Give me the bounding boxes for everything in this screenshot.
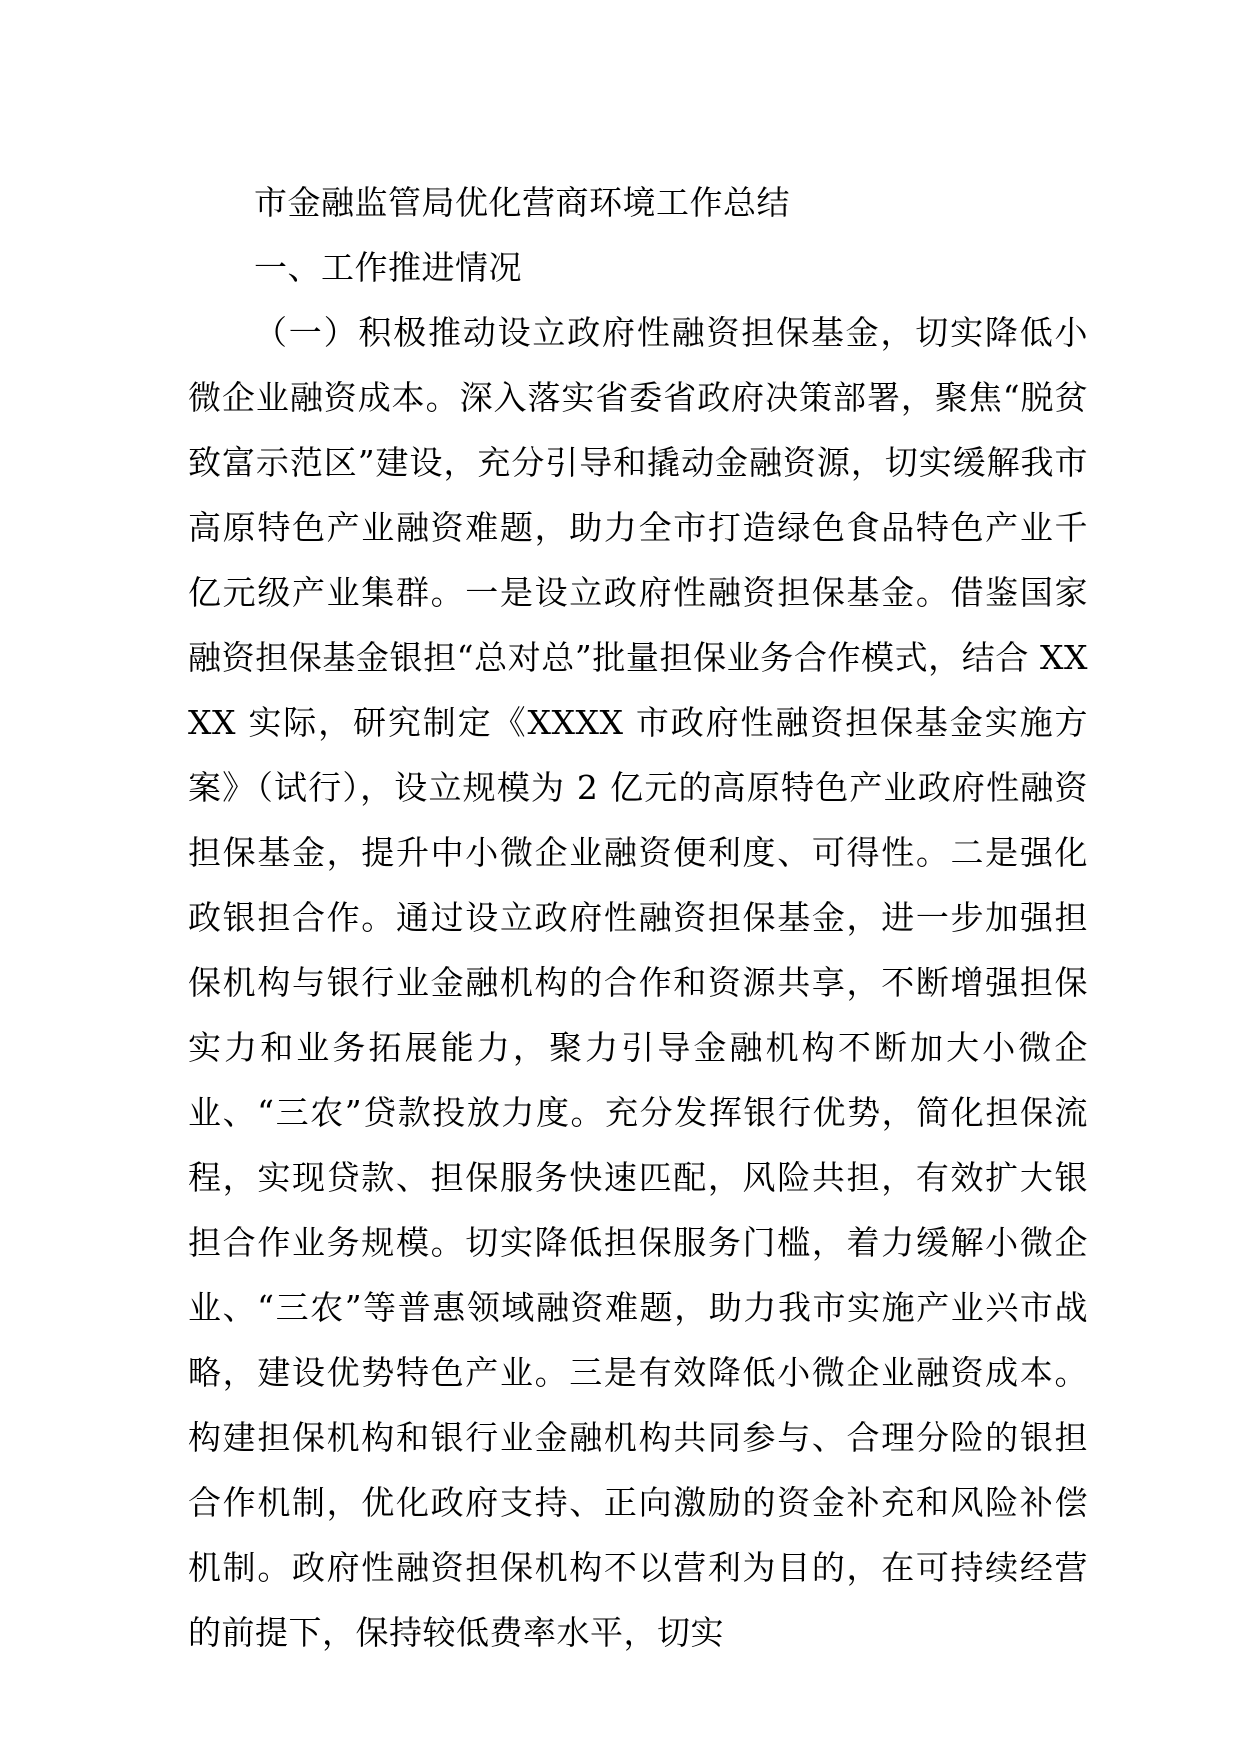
document-title: 市金融监管局优化营商环境工作总结 [254, 183, 790, 222]
document-body [188, 170, 1088, 1665]
section-heading: 一、工作推进情况 [254, 248, 522, 287]
body-paragraph: （一）积极推动设立政府性融资担保基金，切实降低小微企业融资成本。深入落实省委省政府决策部署，聚焦“脱贫致富示范区”建设，充分引导和撬动金融资源，切实缓解我市高原特色产业融资难题，助力全市打造绿色食品特色产业千亿元级产业集群。一是设立政府性融资担保基金。借鉴国家融资担保基金银担“总对总”批量担保业务合作模式，结合 XXXX 实际，研究制定《XXXX 市政府性融资担保基金实施方案》（试行），设立规模为 2 亿元的高原特色产业政府性融资担保基金，提升中小微企业融资便利度、可得性。二是强化政银担合作。通过设立政府性融资担保基金，进一步加强担保机构与银行业金融机构的合作和资源共享，不断增强担保实力和业务拓展能力，聚力引导金融机构不断加大小微企业、“三农”贷款投放力度。充分发挥银行优势，简化担保流程，实现贷款、担保服务快速匹配，风险共担，有效扩大银担合作业务规模。切实降低担保服务门槛，着力缓解小微企业、“三农”等普惠领域融资难题，助力我市实施产业兴市战略，建设优势特色产业。三是有效降低小微企业融资成本。构建担保机构和银行业金融机构共同参与、合理分险的银担合作机制，优化政府支持、正向激励的资金补充和风险补偿机制。政府性融资担保机构不以营利为目的，在可持续经营的前提下，保持较低费率水平，切实 [188, 313, 1088, 1652]
